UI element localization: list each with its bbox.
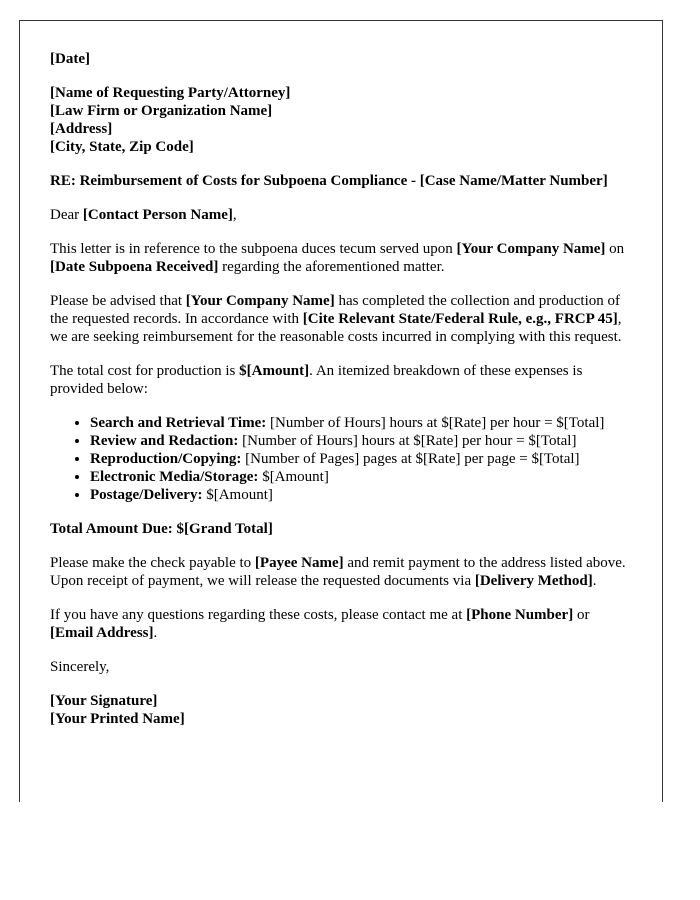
payment-paragraph [50, 554, 632, 590]
placeholder-text: Review and Redaction: [90, 433, 239, 449]
body-text: Please be advised that [50, 293, 186, 309]
list-item [90, 486, 632, 504]
list-item [90, 450, 632, 468]
intro-paragraph [50, 240, 632, 276]
cost-breakdown-list [50, 414, 632, 504]
body-text: . [153, 625, 158, 641]
placeholder-text: [Law Firm or Organization Name] [50, 103, 273, 119]
completion-paragraph [50, 292, 632, 346]
total-cost-paragraph [50, 362, 632, 398]
body-text: If you have any questions regarding these costs, please contact me at [50, 607, 467, 623]
subject-line [50, 172, 632, 190]
placeholder-text: [Your Company Name] [185, 293, 335, 309]
placeholder-text: [Contact Person Name] [82, 207, 233, 223]
body-text: . [592, 573, 597, 589]
placeholder-text: RE: Reimbursement of Costs for Subpoena Compliance - [Case Name/Matter Number] [50, 173, 608, 189]
placeholder-text: [Cite Relevant State/Federal Rule, e.g., FRCP 45] [302, 311, 618, 327]
closing [50, 658, 632, 676]
body-text: Please make the check payable to [50, 555, 255, 571]
body-text: This letter is in reference to the subpoena duces tecum served upon [50, 241, 457, 257]
body-text: . An itemized breakdown of these expenses is provided below: [50, 363, 583, 397]
placeholder-text: [Phone Number] [466, 607, 574, 623]
body-text: The total cost for production is [50, 363, 240, 379]
placeholder-text: Electronic Media/Storage: [90, 469, 259, 485]
body-text: [Number of Hours] hours at $[Rate] per hour = $[Total] [266, 415, 605, 431]
placeholder-text: [Your Company Name] [456, 241, 606, 257]
placeholder-text: Total Amount Due: $[Grand Total] [50, 521, 273, 537]
placeholder-text: [Delivery Method] [474, 573, 593, 589]
placeholder-text: [Name of Requesting Party/Attorney] [50, 85, 291, 101]
body-text: , we are seeking reimbursement for the reasonable costs incurred in complying with this request. [50, 311, 622, 345]
placeholder-text: [City, State, Zip Code] [50, 139, 194, 155]
placeholder-text: [Your Signature] [50, 693, 158, 709]
body-text: regarding the aforementioned matter. [218, 259, 445, 275]
recipient-address [50, 84, 632, 156]
body-text: Sincerely, [50, 659, 110, 675]
list-item [90, 468, 632, 486]
total-amount-due [50, 520, 632, 538]
body-text: $[Amount] [202, 487, 273, 503]
placeholder-text: [Address] [50, 121, 113, 137]
placeholder-text: Search and Retrieval Time: [90, 415, 267, 431]
body-text: $[Amount] [258, 469, 329, 485]
placeholder-text: Reproduction/Copying: [90, 451, 242, 467]
placeholder-text: [Your Printed Name] [50, 711, 185, 727]
body-text: [Number of Hours] hours at $[Rate] per hour = $[Total] [238, 433, 577, 449]
placeholder-text: $[Amount] [239, 363, 310, 379]
signature-block [50, 692, 632, 728]
placeholder-text: [Date] [50, 51, 90, 67]
placeholder-text: [Email Address] [50, 625, 154, 641]
body-text: has completed the collection and production of the requested records. In accordance with [50, 293, 621, 327]
body-text: [Number of Pages] pages at $[Rate] per page = $[Total] [241, 451, 580, 467]
placeholder-text: [Payee Name] [254, 555, 344, 571]
body-text: , [232, 207, 237, 223]
placeholder-text: [Date Subpoena Received] [50, 259, 219, 275]
body-text: and remit payment to the address listed above. Upon receipt of payment, we will release the requested documents via [50, 555, 626, 589]
list-item [90, 432, 632, 450]
placeholder-text: Postage/Delivery: [90, 487, 203, 503]
contact-paragraph [50, 606, 632, 642]
body-text: Dear [50, 207, 83, 223]
body-text: or [573, 607, 590, 623]
list-item [90, 414, 632, 432]
letter-page [19, 20, 663, 802]
salutation [50, 206, 632, 224]
body-text: on [605, 241, 625, 257]
date [50, 50, 632, 68]
